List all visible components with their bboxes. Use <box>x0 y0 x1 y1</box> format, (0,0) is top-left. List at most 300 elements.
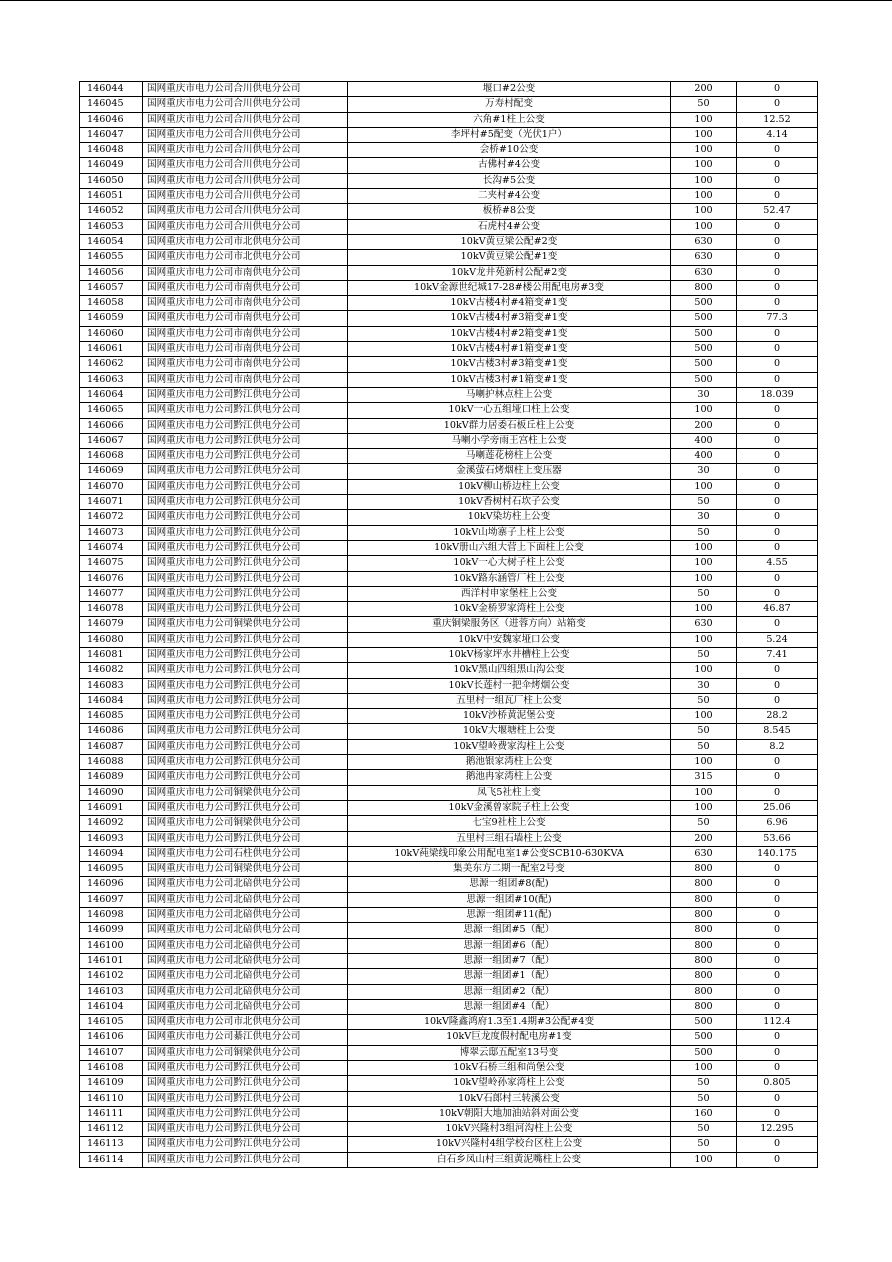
value-cell: 0 <box>737 1045 818 1060</box>
company-cell: 国网重庆市电力公司北碚供电分公司 <box>143 969 348 984</box>
table-row <box>80 647 818 662</box>
company-cell: 国网重庆市电力公司黔江供电分公司 <box>143 1137 348 1152</box>
row-id-cell: 146049 <box>80 158 143 173</box>
row-id-cell: 146072 <box>80 510 143 525</box>
row-id-cell: 146086 <box>80 724 143 739</box>
capacity-cell: 50 <box>671 647 737 662</box>
row-id-cell: 146096 <box>80 877 143 892</box>
company-cell: 国网重庆市电力公司合川供电分公司 <box>143 204 348 219</box>
company-cell: 国网重庆市电力公司合川供电分公司 <box>143 219 348 234</box>
capacity-cell: 50 <box>671 739 737 754</box>
company-cell: 国网重庆市电力公司市南供电分公司 <box>143 372 348 387</box>
row-id-cell: 146084 <box>80 693 143 708</box>
transformer-name-cell: 10kV杨家坪水井槽柱上公变 <box>348 647 671 662</box>
transformer-name-cell: 10kV群力居委石板丘柱上公变 <box>348 418 671 433</box>
capacity-cell: 500 <box>671 1015 737 1030</box>
value-cell: 8.545 <box>737 724 818 739</box>
transformer-name-cell: 思源一组团#4（配） <box>348 999 671 1014</box>
company-cell: 国网重庆市电力公司黔江供电分公司 <box>143 755 348 770</box>
row-id-cell: 146090 <box>80 785 143 800</box>
transformer-name-cell: 10kV朝阳大地加油站斜对面公变 <box>348 1106 671 1121</box>
company-cell: 国网重庆市电力公司市南供电分公司 <box>143 357 348 372</box>
row-id-cell: 146053 <box>80 219 143 234</box>
transformer-name-cell: 西洋村申家堡柱上公变 <box>348 586 671 601</box>
table-row <box>80 357 818 372</box>
row-id-cell: 146113 <box>80 1137 143 1152</box>
transformer-table <box>79 81 818 1168</box>
row-id-cell: 146061 <box>80 342 143 357</box>
capacity-cell: 100 <box>671 800 737 815</box>
transformer-name-cell: 思源一组团#1（配） <box>348 969 671 984</box>
table-row <box>80 189 818 204</box>
company-cell: 国网重庆市电力公司黔江供电分公司 <box>143 586 348 601</box>
table-row <box>80 617 818 632</box>
table-row <box>80 892 818 907</box>
table-row <box>80 816 818 831</box>
row-id-cell: 146067 <box>80 433 143 448</box>
table-row <box>80 571 818 586</box>
row-id-cell: 146074 <box>80 540 143 555</box>
row-id-cell: 146080 <box>80 632 143 647</box>
value-cell: 0 <box>737 250 818 265</box>
capacity-cell: 500 <box>671 1030 737 1045</box>
company-cell: 国网重庆市电力公司黔江供电分公司 <box>143 556 348 571</box>
row-id-cell: 146079 <box>80 617 143 632</box>
table-row <box>80 510 818 525</box>
table-row <box>80 342 818 357</box>
company-cell: 国网重庆市电力公司黔江供电分公司 <box>143 800 348 815</box>
capacity-cell: 400 <box>671 449 737 464</box>
transformer-name-cell: 10kV隆鑫鸿府1.3至1.4期#3公配#4变 <box>348 1015 671 1030</box>
capacity-cell: 100 <box>671 127 737 142</box>
transformer-name-cell: 博翠云邸五配室13号变 <box>348 1045 671 1060</box>
transformer-name-cell: 10kV望岭孙家湾柱上公变 <box>348 1076 671 1091</box>
table-row <box>80 586 818 601</box>
value-cell: 0 <box>737 892 818 907</box>
value-cell: 4.14 <box>737 127 818 142</box>
row-id-cell: 146108 <box>80 1061 143 1076</box>
company-cell: 国网重庆市电力公司铜梁供电分公司 <box>143 1045 348 1060</box>
table-row <box>80 800 818 815</box>
transformer-name-cell: 10kV长莲村一把伞烤烟公变 <box>348 678 671 693</box>
value-cell: 0 <box>737 372 818 387</box>
row-id-cell: 146112 <box>80 1122 143 1137</box>
table-row <box>80 1152 818 1167</box>
transformer-name-cell: 10kV兴隆村4组学校台区柱上公变 <box>348 1137 671 1152</box>
table-row <box>80 877 818 892</box>
capacity-cell: 500 <box>671 296 737 311</box>
capacity-cell: 500 <box>671 311 737 326</box>
company-cell: 国网重庆市电力公司黔江供电分公司 <box>143 678 348 693</box>
value-cell: 0 <box>737 862 818 877</box>
transformer-name-cell: 思源一组团#6（配） <box>348 938 671 953</box>
capacity-cell: 500 <box>671 326 737 341</box>
value-cell: 0 <box>737 1030 818 1045</box>
capacity-cell: 500 <box>671 372 737 387</box>
company-cell: 国网重庆市电力公司黔江供电分公司 <box>143 495 348 510</box>
table-row <box>80 204 818 219</box>
row-id-cell: 146071 <box>80 495 143 510</box>
transformer-name-cell: 石虎村4#公变 <box>348 219 671 234</box>
table-row <box>80 831 818 846</box>
value-cell: 5.24 <box>737 632 818 647</box>
value-cell: 0 <box>737 449 818 464</box>
company-cell: 国网重庆市电力公司市南供电分公司 <box>143 280 348 295</box>
company-cell: 国网重庆市电力公司黔江供电分公司 <box>143 1106 348 1121</box>
row-id-cell: 146102 <box>80 969 143 984</box>
transformer-name-cell: 五里村一组瓦厂柱上公变 <box>348 693 671 708</box>
transformer-name-cell: 10kV金溪曾家院子柱上公变 <box>348 800 671 815</box>
transformer-name-cell: 10kV古楼4村#3箱变#1变 <box>348 311 671 326</box>
company-cell: 国网重庆市电力公司铜梁供电分公司 <box>143 785 348 800</box>
value-cell: 0 <box>737 693 818 708</box>
transformer-name-cell: 重庆铜梁服务区（进蓉方向）站箱变 <box>348 617 671 632</box>
row-id-cell: 146062 <box>80 357 143 372</box>
value-cell: 0.805 <box>737 1076 818 1091</box>
company-cell: 国网重庆市电力公司合川供电分公司 <box>143 97 348 112</box>
table-row <box>80 846 818 861</box>
company-cell: 国网重庆市电力公司黔江供电分公司 <box>143 632 348 647</box>
transformer-name-cell: 金溪萤石烤烟柱上变压器 <box>348 464 671 479</box>
transformer-name-cell: 马喇护林点柱上公变 <box>348 387 671 402</box>
company-cell: 国网重庆市电力公司黔江供电分公司 <box>143 693 348 708</box>
table-row <box>80 219 818 234</box>
transformer-name-cell: 堰口#2公变 <box>348 82 671 97</box>
company-cell: 国网重庆市电力公司黔江供电分公司 <box>143 739 348 754</box>
row-id-cell: 146063 <box>80 372 143 387</box>
transformer-name-cell: 集美东方二期一配室2号变 <box>348 862 671 877</box>
table-row <box>80 97 818 112</box>
company-cell: 国网重庆市电力公司黔江供电分公司 <box>143 647 348 662</box>
row-id-cell: 146052 <box>80 204 143 219</box>
company-cell: 国网重庆市电力公司黔江供电分公司 <box>143 449 348 464</box>
transformer-name-cell: 10kV大堰塘柱上公变 <box>348 724 671 739</box>
table-row <box>80 173 818 188</box>
transformer-name-cell: 10kV石郎村三转溪公变 <box>348 1091 671 1106</box>
company-cell: 国网重庆市电力公司铜梁供电分公司 <box>143 862 348 877</box>
table-row <box>80 923 818 938</box>
capacity-cell: 800 <box>671 999 737 1014</box>
capacity-cell: 100 <box>671 189 737 204</box>
company-cell: 国网重庆市电力公司合川供电分公司 <box>143 189 348 204</box>
transformer-name-cell: 七宝9社柱上公变 <box>348 816 671 831</box>
row-id-cell: 146076 <box>80 571 143 586</box>
transformer-name-cell: 思源一组团#2（配） <box>348 984 671 999</box>
company-cell: 国网重庆市电力公司黔江供电分公司 <box>143 1091 348 1106</box>
table-row <box>80 296 818 311</box>
capacity-cell: 30 <box>671 387 737 402</box>
value-cell: 0 <box>737 510 818 525</box>
value-cell: 0 <box>737 357 818 372</box>
capacity-cell: 50 <box>671 97 737 112</box>
row-id-cell: 146056 <box>80 265 143 280</box>
table-row <box>80 326 818 341</box>
row-id-cell: 146064 <box>80 387 143 402</box>
transformer-name-cell: 10kV望岭费家沟柱上公变 <box>348 739 671 754</box>
table-row <box>80 387 818 402</box>
table-row <box>80 862 818 877</box>
company-cell: 国网重庆市电力公司合川供电分公司 <box>143 173 348 188</box>
value-cell: 52.47 <box>737 204 818 219</box>
capacity-cell: 630 <box>671 617 737 632</box>
value-cell: 0 <box>737 464 818 479</box>
table-row <box>80 678 818 693</box>
capacity-cell: 800 <box>671 969 737 984</box>
capacity-cell: 50 <box>671 1076 737 1091</box>
company-cell: 国网重庆市电力公司黔江供电分公司 <box>143 571 348 586</box>
company-cell: 国网重庆市电力公司市北供电分公司 <box>143 234 348 249</box>
table-row <box>80 1091 818 1106</box>
value-cell: 0 <box>737 678 818 693</box>
transformer-name-cell: 10kV黄豆梁公配#1变 <box>348 250 671 265</box>
value-cell: 0 <box>737 571 818 586</box>
company-cell: 国网重庆市电力公司市南供电分公司 <box>143 311 348 326</box>
table-row <box>80 739 818 754</box>
table-body <box>80 82 818 1168</box>
row-id-cell: 146101 <box>80 953 143 968</box>
transformer-name-cell: 10kV莼梁线印象公用配电室1#公变SCB10-630KVA <box>348 846 671 861</box>
row-id-cell: 146065 <box>80 403 143 418</box>
transformer-name-cell: 六角#1柱上公变 <box>348 112 671 127</box>
row-id-cell: 146097 <box>80 892 143 907</box>
capacity-cell: 800 <box>671 923 737 938</box>
capacity-cell: 200 <box>671 418 737 433</box>
row-id-cell: 146057 <box>80 280 143 295</box>
capacity-cell: 30 <box>671 510 737 525</box>
value-cell: 53.66 <box>737 831 818 846</box>
value-cell: 8.2 <box>737 739 818 754</box>
transformer-name-cell: 古佛村#4公变 <box>348 158 671 173</box>
capacity-cell: 100 <box>671 112 737 127</box>
transformer-name-cell: 10kV古楼3村#1箱变#1变 <box>348 372 671 387</box>
capacity-cell: 100 <box>671 204 737 219</box>
value-cell: 0 <box>737 1152 818 1167</box>
value-cell: 0 <box>737 433 818 448</box>
row-id-cell: 146103 <box>80 984 143 999</box>
value-cell: 0 <box>737 999 818 1014</box>
value-cell: 0 <box>737 219 818 234</box>
transformer-name-cell: 10kV沙桥黄泥堡公变 <box>348 709 671 724</box>
transformer-name-cell: 板桥#8公变 <box>348 204 671 219</box>
company-cell: 国网重庆市电力公司市南供电分公司 <box>143 342 348 357</box>
capacity-cell: 630 <box>671 846 737 861</box>
table-row <box>80 938 818 953</box>
transformer-name-cell: 马喇莲花榜柱上公变 <box>348 449 671 464</box>
capacity-cell: 800 <box>671 984 737 999</box>
value-cell: 0 <box>737 158 818 173</box>
table-row <box>80 234 818 249</box>
capacity-cell: 630 <box>671 234 737 249</box>
capacity-cell: 100 <box>671 785 737 800</box>
value-cell: 0 <box>737 877 818 892</box>
row-id-cell: 146055 <box>80 250 143 265</box>
company-cell: 国网重庆市电力公司北碚供电分公司 <box>143 953 348 968</box>
transformer-name-cell: 凤飞5社柱上变 <box>348 785 671 800</box>
capacity-cell: 100 <box>671 479 737 494</box>
table-row <box>80 495 818 510</box>
capacity-cell: 200 <box>671 82 737 97</box>
value-cell: 0 <box>737 755 818 770</box>
table-row <box>80 479 818 494</box>
company-cell: 国网重庆市电力公司黔江供电分公司 <box>143 1061 348 1076</box>
value-cell: 0 <box>737 173 818 188</box>
company-cell: 国网重庆市电力公司黔江供电分公司 <box>143 479 348 494</box>
company-cell: 国网重庆市电力公司黔江供电分公司 <box>143 663 348 678</box>
transformer-name-cell: 10kV古楼3村#3箱变#1变 <box>348 357 671 372</box>
company-cell: 国网重庆市电力公司綦江供电分公司 <box>143 1030 348 1045</box>
row-id-cell: 146047 <box>80 127 143 142</box>
capacity-cell: 315 <box>671 770 737 785</box>
table-row <box>80 709 818 724</box>
row-id-cell: 146081 <box>80 647 143 662</box>
transformer-name-cell: 10kV香树村石坎子公变 <box>348 495 671 510</box>
capacity-cell: 100 <box>671 602 737 617</box>
capacity-cell: 100 <box>671 403 737 418</box>
transformer-name-cell: 思源一组团#10(配) <box>348 892 671 907</box>
transformer-name-cell: 10kV黑山四组黑山沟公变 <box>348 663 671 678</box>
company-cell: 国网重庆市电力公司市南供电分公司 <box>143 326 348 341</box>
value-cell: 0 <box>737 342 818 357</box>
value-cell: 0 <box>737 923 818 938</box>
value-cell: 0 <box>737 479 818 494</box>
company-cell: 国网重庆市电力公司黔江供电分公司 <box>143 418 348 433</box>
row-id-cell: 146046 <box>80 112 143 127</box>
capacity-cell: 500 <box>671 357 737 372</box>
capacity-cell: 100 <box>671 663 737 678</box>
transformer-name-cell: 会桥#10公变 <box>348 143 671 158</box>
capacity-cell: 50 <box>671 693 737 708</box>
table-row <box>80 1061 818 1076</box>
transformer-name-cell: 思源一组团#11(配) <box>348 908 671 923</box>
value-cell: 0 <box>737 280 818 295</box>
row-id-cell: 146058 <box>80 296 143 311</box>
transformer-name-cell: 10kV金桥罗家湾柱上公变 <box>348 602 671 617</box>
row-id-cell: 146085 <box>80 709 143 724</box>
row-id-cell: 146073 <box>80 525 143 540</box>
transformer-name-cell: 10kV金源世纪城17-28#楼公用配电房#3变 <box>348 280 671 295</box>
value-cell: 112.4 <box>737 1015 818 1030</box>
capacity-cell: 50 <box>671 525 737 540</box>
table-row <box>80 724 818 739</box>
transformer-name-cell: 10kV山坳寨子上柱上公变 <box>348 525 671 540</box>
company-cell: 国网重庆市电力公司黔江供电分公司 <box>143 709 348 724</box>
transformer-name-cell: 鹅池冉家湾柱上公变 <box>348 770 671 785</box>
capacity-cell: 100 <box>671 1061 737 1076</box>
row-id-cell: 146093 <box>80 831 143 846</box>
capacity-cell: 800 <box>671 892 737 907</box>
transformer-name-cell: 10kV路东涵管厂柱上公变 <box>348 571 671 586</box>
value-cell: 4.55 <box>737 556 818 571</box>
table-row <box>80 418 818 433</box>
table-row <box>80 82 818 97</box>
value-cell: 0 <box>737 617 818 632</box>
row-id-cell: 146075 <box>80 556 143 571</box>
page-top-rule <box>0 0 892 1</box>
row-id-cell: 146114 <box>80 1152 143 1167</box>
capacity-cell: 100 <box>671 556 737 571</box>
company-cell: 国网重庆市电力公司铜梁供电分公司 <box>143 617 348 632</box>
table-row <box>80 632 818 647</box>
transformer-name-cell: 10kV龙井苑新村公配#2变 <box>348 265 671 280</box>
transformer-name-cell: 长沟#5公变 <box>348 173 671 188</box>
company-cell: 国网重庆市电力公司黔江供电分公司 <box>143 525 348 540</box>
row-id-cell: 146078 <box>80 602 143 617</box>
transformer-name-cell: 白石乡凤山村三组黄泥嘴柱上公变 <box>348 1152 671 1167</box>
capacity-cell: 50 <box>671 495 737 510</box>
table-row <box>80 403 818 418</box>
value-cell: 0 <box>737 1091 818 1106</box>
row-id-cell: 146077 <box>80 586 143 601</box>
row-id-cell: 146050 <box>80 173 143 188</box>
table-row <box>80 1045 818 1060</box>
table-row <box>80 1122 818 1137</box>
transformer-name-cell: 10kV一心大树子柱上公变 <box>348 556 671 571</box>
company-cell: 国网重庆市电力公司市南供电分公司 <box>143 296 348 311</box>
transformer-name-cell: 万寿村配变 <box>348 97 671 112</box>
table-row <box>80 984 818 999</box>
table-row <box>80 908 818 923</box>
value-cell: 18.039 <box>737 387 818 402</box>
capacity-cell: 200 <box>671 831 737 846</box>
capacity-cell: 100 <box>671 755 737 770</box>
row-id-cell: 146070 <box>80 479 143 494</box>
capacity-cell: 800 <box>671 877 737 892</box>
value-cell: 0 <box>737 418 818 433</box>
company-cell: 国网重庆市电力公司黔江供电分公司 <box>143 724 348 739</box>
row-id-cell: 146104 <box>80 999 143 1014</box>
row-id-cell: 146082 <box>80 663 143 678</box>
row-id-cell: 146100 <box>80 938 143 953</box>
value-cell: 0 <box>737 770 818 785</box>
row-id-cell: 146107 <box>80 1045 143 1060</box>
company-cell: 国网重庆市电力公司黔江供电分公司 <box>143 433 348 448</box>
capacity-cell: 800 <box>671 938 737 953</box>
company-cell: 国网重庆市电力公司北碚供电分公司 <box>143 984 348 999</box>
table-row <box>80 540 818 555</box>
transformer-name-cell: 10kV染坊柱上公变 <box>348 510 671 525</box>
transformer-name-cell: 二夹村#4公变 <box>348 189 671 204</box>
table-row <box>80 127 818 142</box>
company-cell: 国网重庆市电力公司合川供电分公司 <box>143 127 348 142</box>
table-row <box>80 770 818 785</box>
row-id-cell: 146044 <box>80 82 143 97</box>
value-cell: 0 <box>737 296 818 311</box>
table-row <box>80 755 818 770</box>
company-cell: 国网重庆市电力公司合川供电分公司 <box>143 112 348 127</box>
table-row <box>80 602 818 617</box>
value-cell: 46.87 <box>737 602 818 617</box>
capacity-cell: 50 <box>671 586 737 601</box>
company-cell: 国网重庆市电力公司市北供电分公司 <box>143 1015 348 1030</box>
table-row <box>80 433 818 448</box>
capacity-cell: 50 <box>671 1137 737 1152</box>
capacity-cell: 630 <box>671 265 737 280</box>
row-id-cell: 146109 <box>80 1076 143 1091</box>
company-cell: 国网重庆市电力公司北碚供电分公司 <box>143 923 348 938</box>
value-cell: 0 <box>737 785 818 800</box>
table-row <box>80 1106 818 1121</box>
company-cell: 国网重庆市电力公司黔江供电分公司 <box>143 1076 348 1091</box>
value-cell: 0 <box>737 97 818 112</box>
company-cell: 国网重庆市电力公司合川供电分公司 <box>143 82 348 97</box>
company-cell: 国网重庆市电力公司黔江供电分公司 <box>143 770 348 785</box>
company-cell: 国网重庆市电力公司石柱供电分公司 <box>143 846 348 861</box>
transformer-name-cell: 10kV册山六组大营上下面柱上公变 <box>348 540 671 555</box>
transformer-name-cell: 10kV古楼4村#4箱变#1变 <box>348 296 671 311</box>
company-cell: 国网重庆市电力公司北碚供电分公司 <box>143 908 348 923</box>
value-cell: 0 <box>737 969 818 984</box>
table-row <box>80 785 818 800</box>
